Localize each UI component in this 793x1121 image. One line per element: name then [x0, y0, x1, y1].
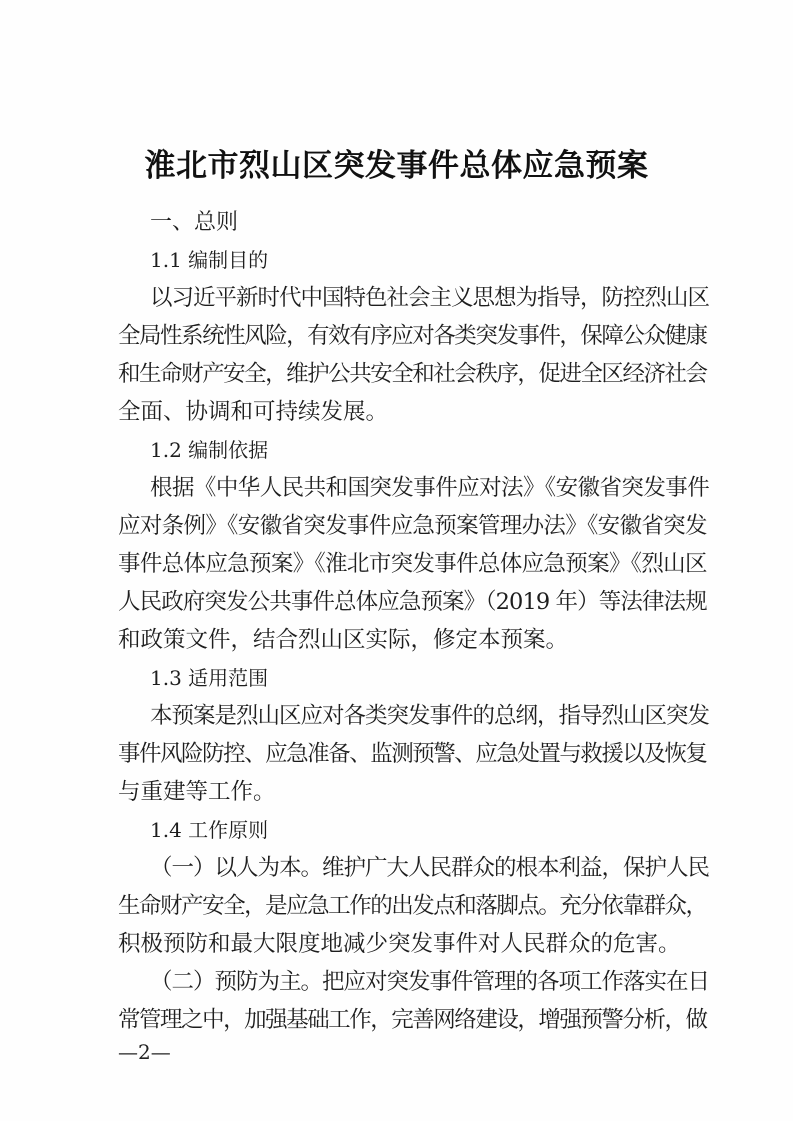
subsection-heading-principles: 1.4 工作原则	[150, 818, 269, 842]
subsection-heading-basis: 1.2 编制依据	[150, 438, 269, 462]
page-number: —2—	[118, 1040, 171, 1064]
paragraph-line: 人民政府突发公共事件总体应急预案》（2019 年）等法律法规	[118, 589, 707, 615]
paragraph-line: 和生命财产安全，维护公共安全和社会秩序，促进全区经济社会	[118, 361, 707, 387]
paragraph-line: 与重建等工作。	[118, 779, 276, 805]
paragraph-line: （一）以人为本。维护广大人民群众的根本利益，保护人民	[150, 855, 710, 881]
paragraph-line: 本预案是烈山区应对各类突发事件的总纲，指导烈山区突发	[150, 703, 710, 729]
paragraph-line: 和政策文件，结合烈山区实际，修定本预案。	[118, 627, 569, 653]
paragraph-line: 应对条例》《安徽省突发事件应急预案管理办法》《安徽省突发	[118, 513, 707, 539]
paragraph-line: 全面、协调和可持续发展。	[118, 399, 389, 425]
paragraph-line: 全局性系统性风险，有效有序应对各类突发事件，保障公众健康	[118, 323, 707, 349]
paragraph-line: 常管理之中，加强基础工作，完善网络建设，增强预警分析，做	[118, 1007, 707, 1033]
paragraph-line: 以习近平新时代中国特色社会主义思想为指导，防控烈山区	[150, 285, 710, 311]
section-heading-general: 一、总则	[150, 210, 239, 235]
document-title: 淮北市烈山区突发事件总体应急预案	[144, 148, 649, 184]
subsection-heading-scope: 1.3 适用范围	[150, 666, 269, 690]
paragraph-line: 积极预防和最大限度地减少突发事件对人民群众的危害。	[118, 931, 681, 957]
paragraph-line: 事件风险防控、应急准备、监测预警、应急处置与救援以及恢复	[118, 741, 707, 767]
subsection-heading-purpose: 1.1 编制目的	[150, 248, 269, 272]
paragraph-line: （二）预防为主。把应对突发事件管理的各项工作落实在日	[150, 969, 710, 995]
paragraph-line: 生命财产安全，是应急工作的出发点和落脚点。充分依靠群众，	[118, 893, 707, 919]
paragraph-line: 事件总体应急预案》《淮北市突发事件总体应急预案》《烈山区	[118, 551, 707, 577]
paragraph-line: 根据《中华人民共和国突发事件应对法》《安徽省突发事件	[150, 475, 710, 501]
